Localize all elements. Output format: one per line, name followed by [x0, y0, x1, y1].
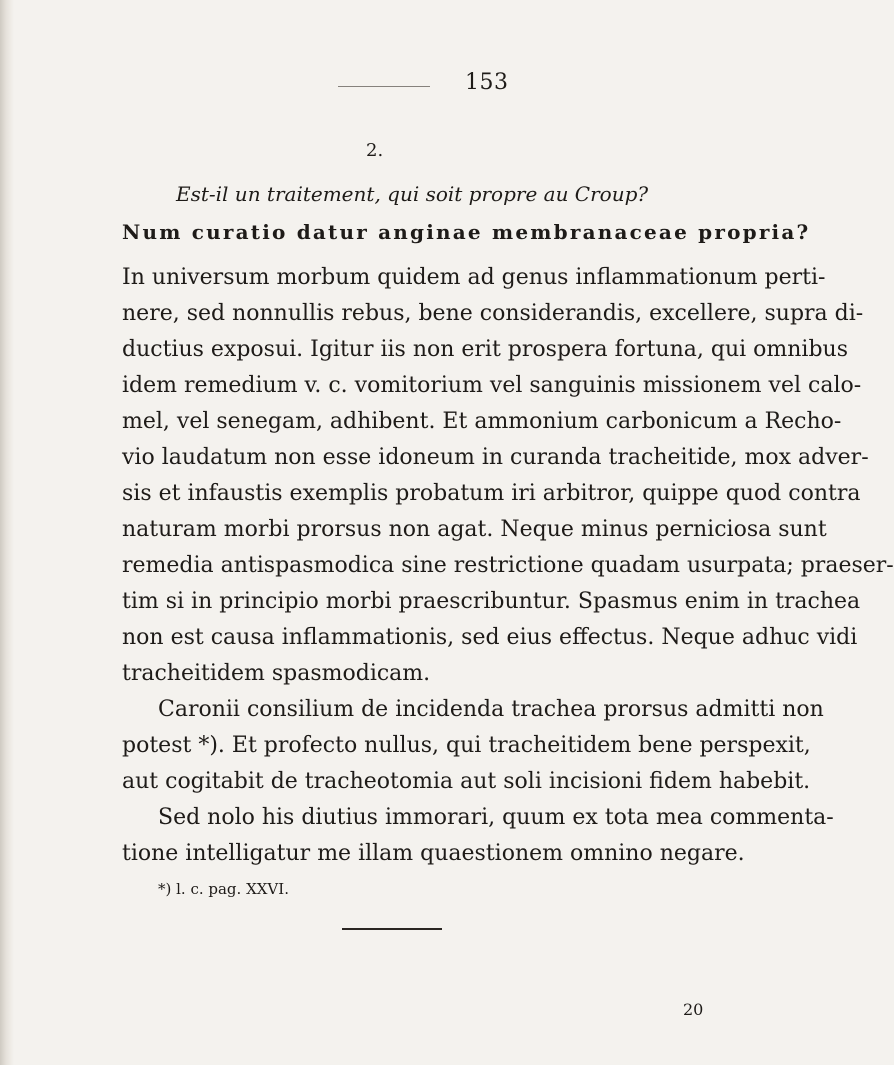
body-line: tim si in principio morbi praescribuntur. Spasmus enim in trachea — [122, 589, 861, 614]
signature-mark: 20 — [683, 1000, 704, 1019]
body-line: idem remedium v. c. vomitorium vel sanguinis missionem vel calo- — [122, 373, 862, 398]
footnote-rule — [342, 928, 442, 930]
body-line: mel, vel senegam, adhibent. Et ammonium carbonicum a Recho- — [122, 409, 842, 434]
body-line: remedia antispasmodica sine restrictione quadam usurpata; praeser- — [122, 553, 894, 578]
body-line: naturam morbi prorsus non agat. Neque minus perniciosa sunt — [122, 517, 827, 542]
body-line: In universum morbum quidem ad genus inflammationum perti- — [122, 265, 826, 290]
body-line: Caronii consilium de incidenda trachea prorsus admitti non — [158, 697, 824, 722]
body-line: Sed nolo his diutius immorari, quum ex tota mea commenta- — [158, 805, 834, 830]
body-line: non est causa inflammationis, sed eius effectus. Neque adhuc vidi — [122, 625, 858, 650]
body-line: aut cogitabit de tracheotomia aut soli incisioni fidem habebit. — [122, 769, 811, 794]
body-line: sis et infaustis exemplis probatum iri arbitror, quippe quod contra — [122, 481, 861, 506]
page-number: 153 — [465, 70, 509, 95]
question-french: Est-il un traitement, qui soit propre au Croup? — [176, 182, 649, 206]
footnote: *) l. c. pag. XXVI. — [158, 880, 289, 898]
body-line: ductius exposui. Igitur iis non erit prospera fortuna, qui omnibus — [122, 337, 848, 362]
body-line: tione intelligatur me illam quaestionem omnino negare. — [122, 841, 745, 866]
body-line: potest *). Et profecto nullus, qui tracheitidem bene perspexit, — [122, 733, 811, 758]
section-number: 2. — [366, 140, 384, 161]
body-line: vio laudatum non esse idoneum in curanda tracheitide, mox adver- — [122, 445, 869, 470]
body-line: nere, sed nonnullis rebus, bene considerandis, excellere, supra di- — [122, 301, 864, 326]
page-edge-shadow — [0, 0, 14, 1065]
question-latin: Num curatio datur anginae membranaceae propria? — [122, 220, 811, 244]
body-line: tracheitidem spasmodicam. — [122, 661, 431, 686]
header-rule — [338, 86, 430, 87]
